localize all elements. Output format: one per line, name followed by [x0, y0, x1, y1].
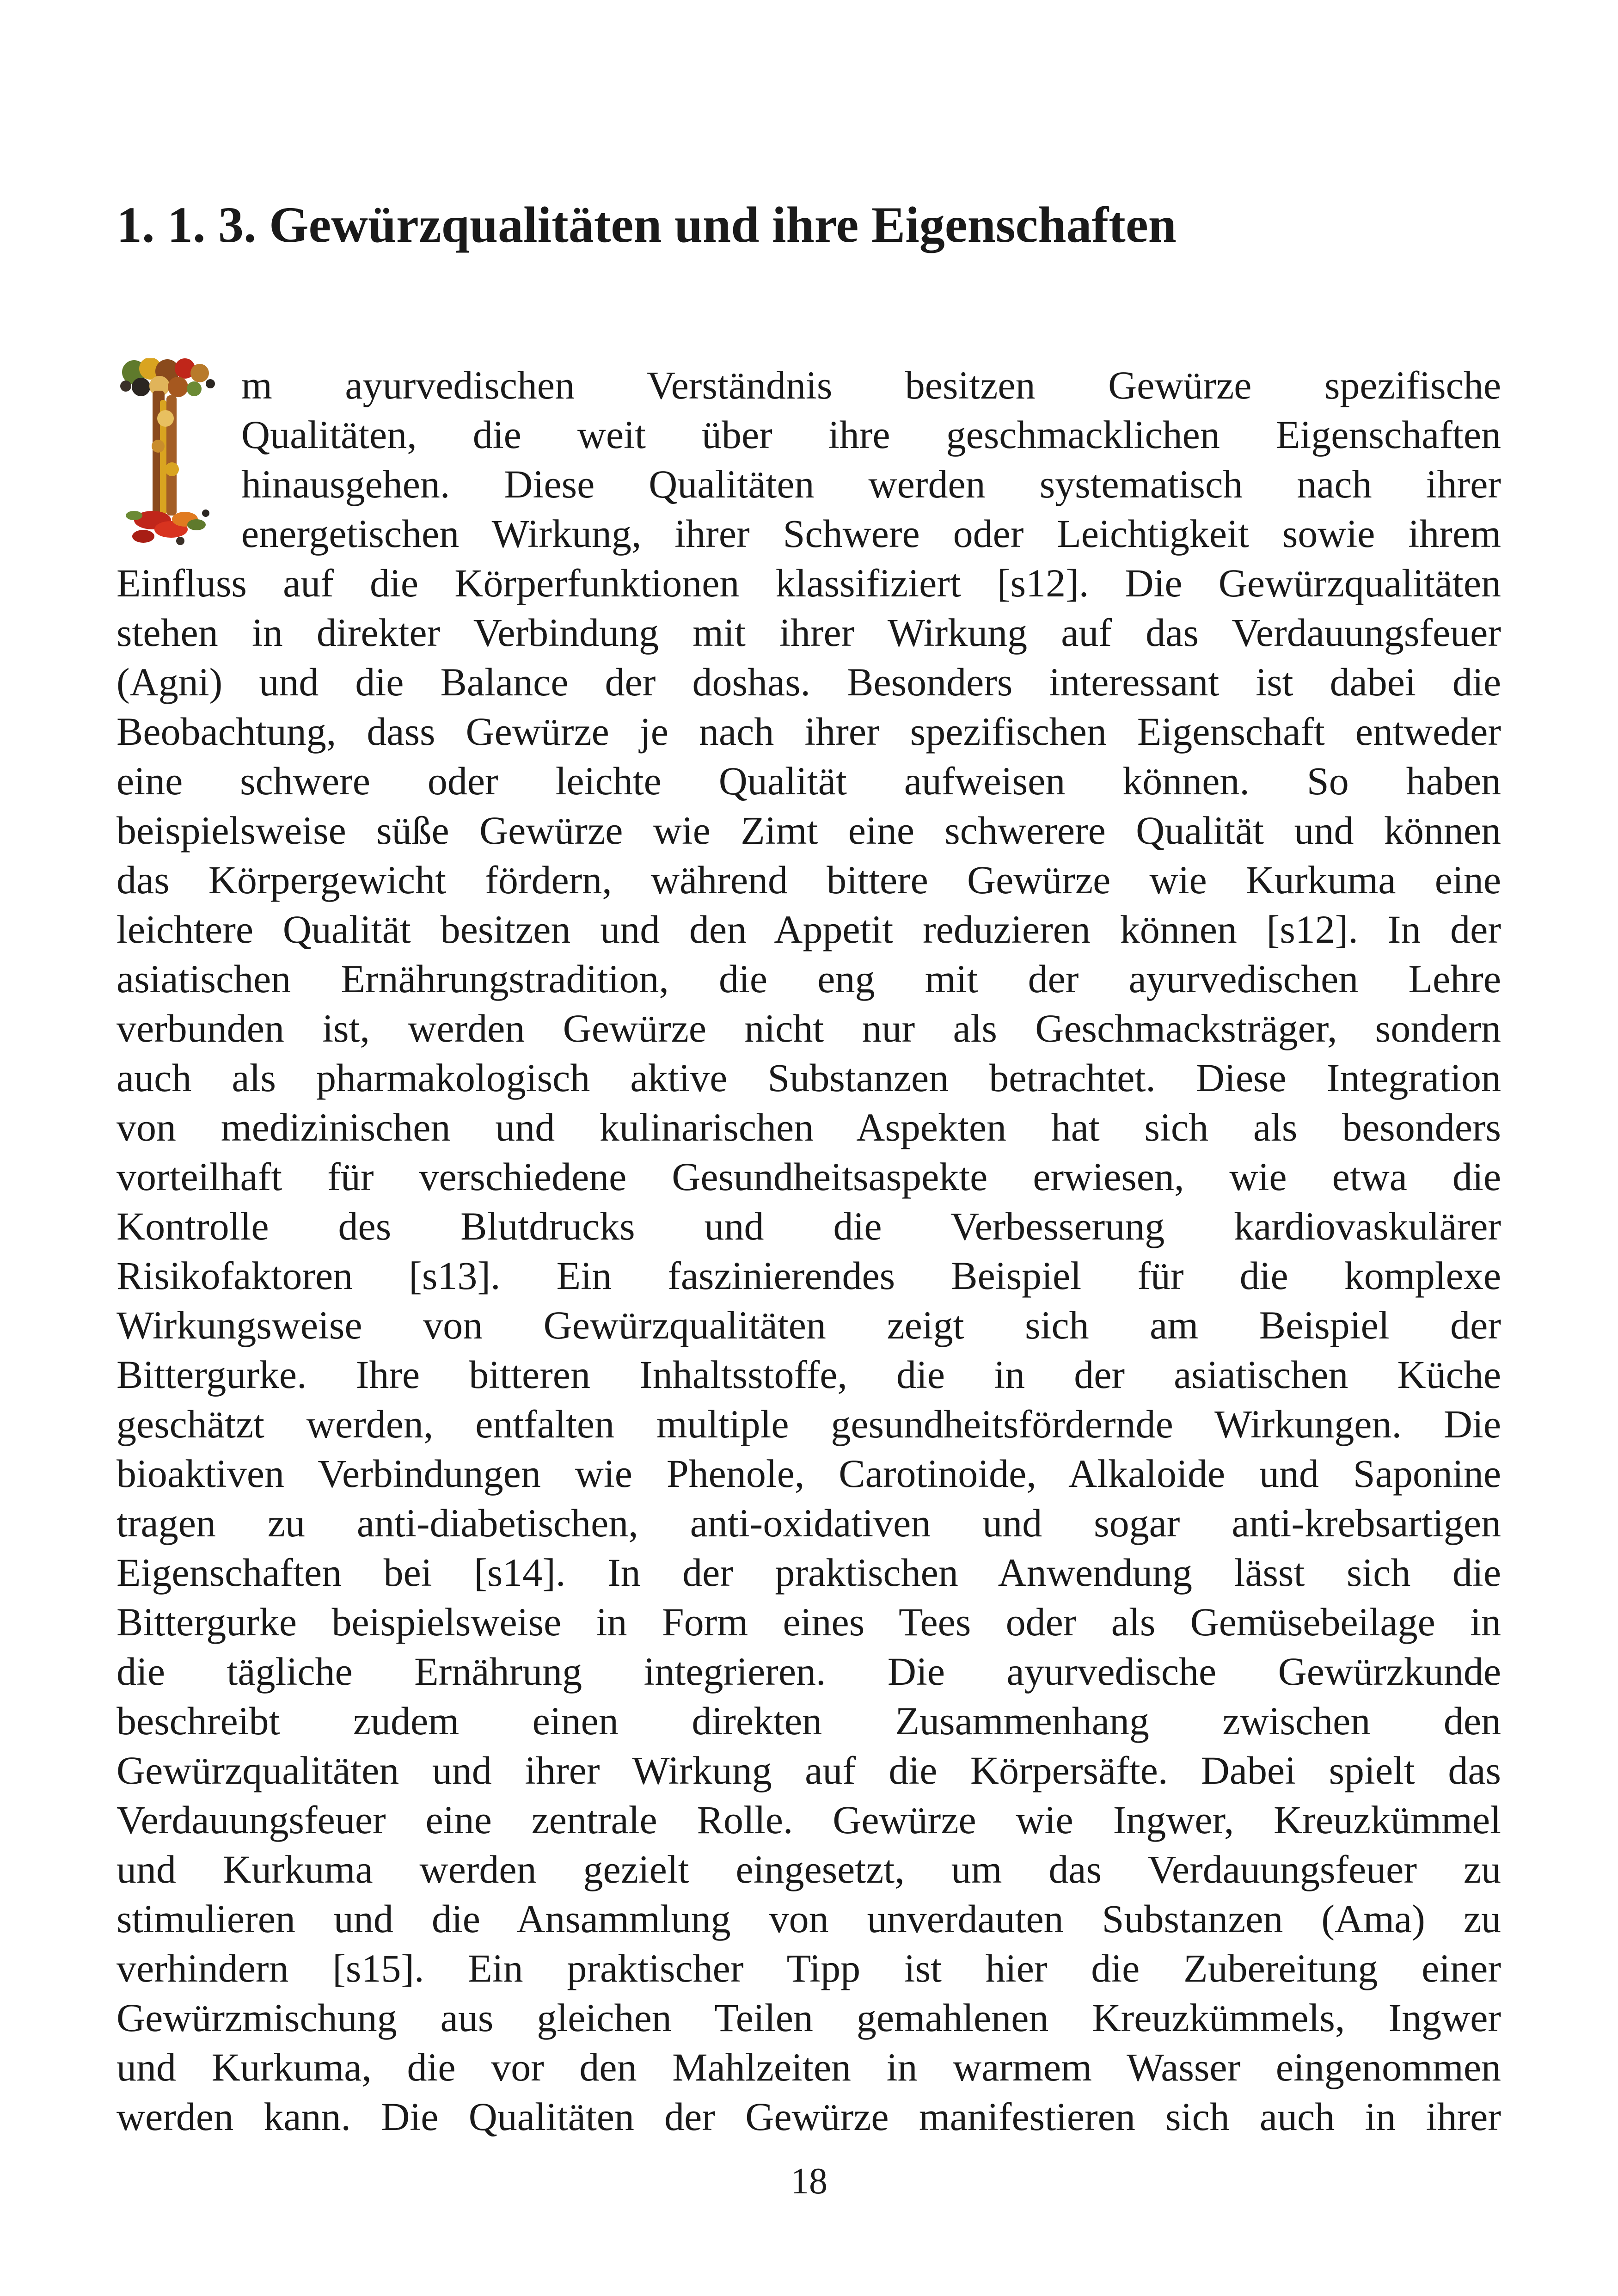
body-line: asiatischen Ernährungstradition, die eng mit der ayurvedischen Lehre: [116, 957, 1501, 1001]
body-line: das Körpergewicht fördern, während bittere Gewürze wie Kurkuma eine: [116, 858, 1501, 902]
body-line: geschätzt werden, entfalten multiple gesundheitsfördernde Wirkungen. Die: [116, 1402, 1501, 1446]
body-line: Gewürzmischung aus gleichen Teilen gemahlenen Kreuzkümmels, Ingwer: [116, 1995, 1501, 2040]
body-line: beispielsweise süße Gewürze wie Zimt eine schwerere Qualität und können: [116, 808, 1501, 853]
body-line: auch als pharmakologisch aktive Substanzen betrachtet. Diese Integration: [116, 1056, 1501, 1100]
body-line: Bittergurke. Ihre bitteren Inhaltsstoffe, die in der asiatischen Küche: [116, 1352, 1501, 1397]
body-text: [116, 361, 1501, 2142]
body-line: stehen in direkter Verbindung mit ihrer Wirkung auf das Verdauungsfeuer: [116, 610, 1501, 655]
body-line: eine schwere oder leichte Qualität aufweisen können. So haben: [116, 759, 1501, 803]
body-line: Beobachtung, dass Gewürze je nach ihrer spezifischen Eigenschaft entweder: [116, 709, 1501, 754]
body-line: vorteilhaft für verschiedene Gesundheitsaspekte erwiesen, wie etwa die: [116, 1154, 1501, 1199]
body-line: hinausgehen. Diese Qualitäten werden systematisch nach ihrer: [241, 462, 1501, 506]
body-line: m ayurvedischen Verständnis besitzen Gewürze spezifische: [241, 363, 1501, 407]
body-line: Bittergurke beispielsweise in Form eines Tees oder als Gemüsebeilage in: [116, 1600, 1501, 1644]
body-line: von medizinischen und kulinarischen Aspekten hat sich als besonders: [116, 1105, 1501, 1149]
body-line: stimulieren und die Ansammlung von unverdauten Substanzen (Ama) zu: [116, 1897, 1501, 1941]
body-line: energetischen Wirkung, ihrer Schwere oder Leichtigkeit sowie ihrem: [241, 511, 1501, 556]
body-line: Qualitäten, die weit über ihre geschmacklichen Eigenschaften: [241, 412, 1501, 457]
body-line: Wirkungsweise von Gewürzqualitäten zeigt sich am Beispiel der: [116, 1303, 1501, 1347]
body-line: und Kurkuma werden gezielt eingesetzt, um das Verdauungsfeuer zu: [116, 1847, 1501, 1891]
body-line: verbunden ist, werden Gewürze nicht nur als Geschmacksträger, sondern: [116, 1006, 1501, 1050]
body-line: leichtere Qualität besitzen und den Appetit reduzieren können [s12]. In der: [116, 907, 1501, 952]
body-line: verhindern [s15]. Ein praktischer Tipp ist hier die Zubereitung einer: [116, 1946, 1501, 1990]
body-line: werden kann. Die Qualitäten der Gewürze manifestieren sich auch in ihrer: [116, 2094, 1501, 2139]
page-number: 18: [791, 2161, 827, 2202]
section-heading: 1. 1. 3. Gewürzqualitäten und ihre Eigenschaften: [116, 196, 1177, 253]
body-line: Einfluss auf die Körperfunktionen klassifiziert [s12]. Die Gewürzqualitäten: [116, 561, 1501, 605]
body-line: bioaktiven Verbindungen wie Phenole, Carotinoide, Alkaloide und Saponine: [116, 1451, 1501, 1496]
body-line: Kontrolle des Blutdrucks und die Verbesserung kardiovaskulärer: [116, 1204, 1501, 1248]
body-line: Verdauungsfeuer eine zentrale Rolle. Gewürze wie Ingwer, Kreuzkümmel: [116, 1798, 1501, 1842]
body-line: die tägliche Ernährung integrieren. Die ayurvedische Gewürzkunde: [116, 1649, 1501, 1694]
body-line: tragen zu anti-diabetischen, anti-oxidativen und sogar anti-krebsartigen: [116, 1501, 1501, 1545]
body-line: (Agni) und die Balance der doshas. Besonders interessant ist dabei die: [116, 660, 1501, 704]
body-line: Eigenschaften bei [s14]. In der praktischen Anwendung lässt sich die: [116, 1550, 1501, 1595]
body-line: Risikofaktoren [s13]. Ein faszinierendes Beispiel für die komplexe: [116, 1253, 1501, 1298]
body-line: Gewürzqualitäten und ihrer Wirkung auf die Körpersäfte. Dabei spielt das: [116, 1748, 1501, 1793]
body-line: beschreibt zudem einen direkten Zusammenhang zwischen den: [116, 1699, 1501, 1743]
body-line: und Kurkuma, die vor den Mahlzeiten in warmem Wasser eingenommen: [116, 2045, 1501, 2089]
